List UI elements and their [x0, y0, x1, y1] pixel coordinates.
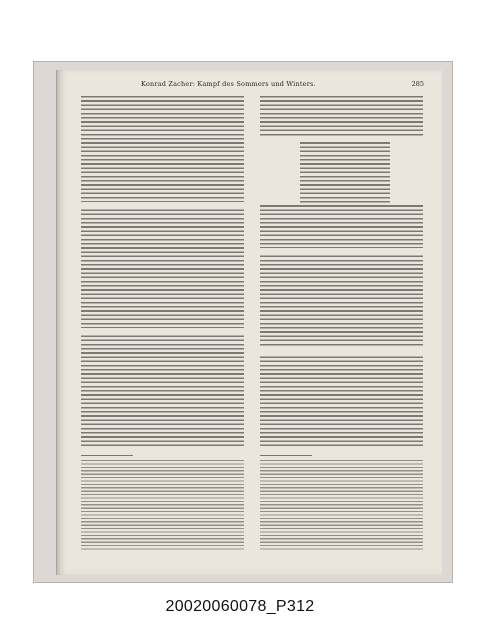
image-caption: 20020060078_P312	[165, 598, 315, 615]
footnotes-left	[81, 460, 244, 552]
footnote-rule-right	[260, 455, 312, 456]
footnotes-right	[260, 460, 423, 552]
footnote-rule-left	[81, 455, 133, 456]
scanned-page-image	[33, 61, 453, 583]
page-number: 285	[411, 80, 424, 88]
book-page	[56, 70, 442, 575]
body-column-left	[81, 96, 244, 448]
body-column-right	[260, 96, 423, 448]
running-header: Konrad Zacher: Kampf des Sommers und Winters.	[141, 80, 316, 88]
